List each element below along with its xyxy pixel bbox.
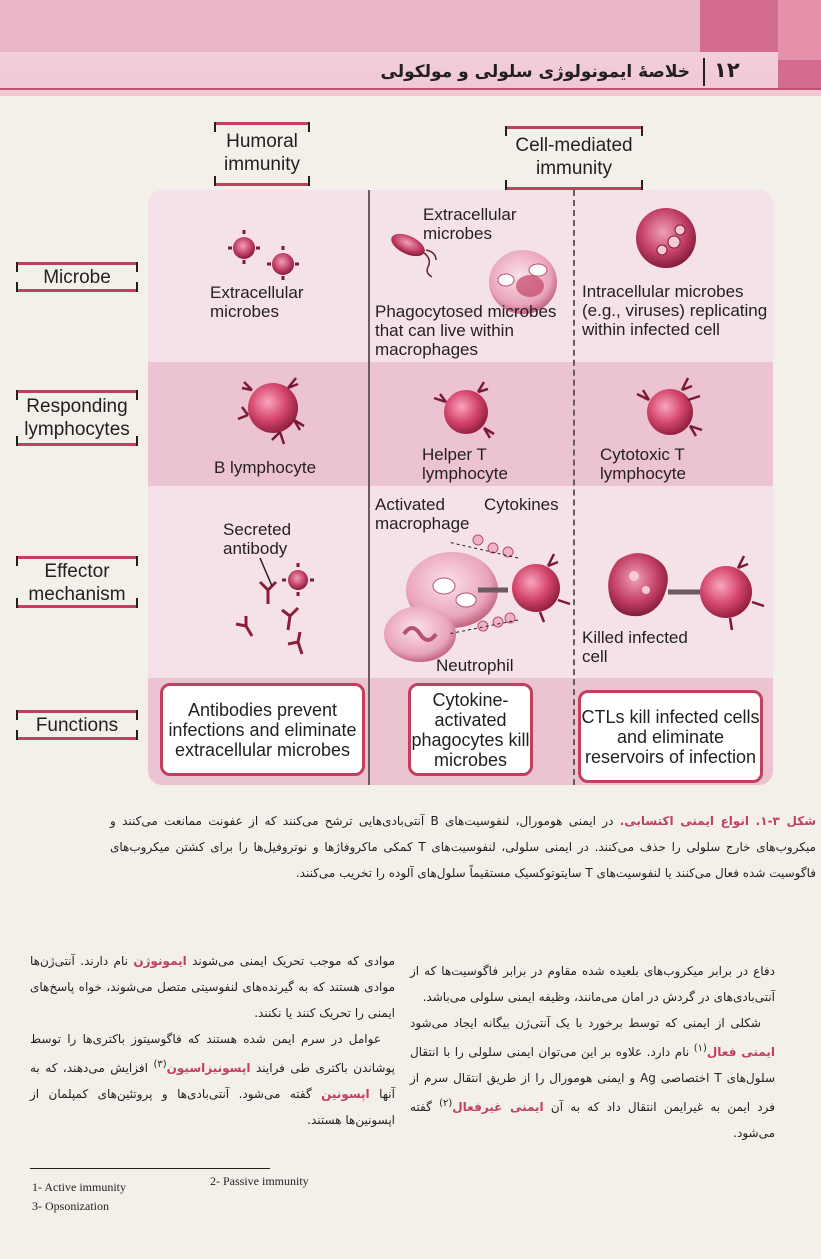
column-header-humoral-text: Humoral immunity — [223, 131, 300, 175]
row-label-functions — [16, 710, 138, 740]
text-run: نام دارد. علاوه بر این می‌توان ایمنی سلولی را با انتقال سلول‌های T اختصاصی Ag و ایمنی هومورال را از طریق انتقال سرم از فرد ایمن به غیرایمن انتقال داد که به آن — [410, 1045, 775, 1114]
row-label-functions-text: Functions — [35, 715, 119, 736]
paragraph — [30, 1026, 395, 1133]
cytotoxic-t-label: Cytotoxic T lymphocyte — [600, 445, 686, 483]
header-rule — [0, 88, 821, 90]
hum-microbe-label: Extracellular microbes — [210, 283, 304, 321]
text-run: گفته می‌شود. آنتی‌بادی‌ها و پروتئین‌های کمپلمان از اپسونین‌ها هستند. — [30, 1087, 395, 1127]
function-box-ctl: CTLs kill infected cells and eliminate reservoirs of infection — [578, 690, 763, 783]
text-run: افزایش می‌دهند، که به آنها — [30, 1061, 395, 1101]
footnote-3: 3- Opsonization — [32, 1199, 109, 1213]
term-active-immunity: ایمنی فعال — [706, 1045, 775, 1059]
text-run: موادی که موجب تحریک ایمنی می‌شوند — [192, 954, 395, 968]
term-opsonin: اپسونین — [321, 1087, 370, 1101]
function-box-humoral: Antibodies prevent infections and eliminate extracellular microbes — [160, 683, 365, 776]
column-header-cell-mediated — [505, 126, 643, 190]
b-lymphocyte-icon — [238, 378, 304, 444]
header-stripe — [0, 0, 700, 52]
secreted-antibody-label: Secreted antibody — [223, 520, 292, 558]
killed-cell-icon — [608, 553, 668, 616]
b-lymphocyte-label: B lymphocyte — [214, 458, 317, 477]
cytotoxic-t-cell-icon — [637, 378, 702, 436]
caption-text: در ایمنی هومورال، لنفوسیت‌های B آنتی‌بادی‌هایی ترشح می‌کنند که از عفونت ممانعت می‌کنند و میکروب‌های خارج سلولی را حذف می‌کنند. در ایمنی سلولی، لنفوسیت‌های T کمکی ماکروفاژها و نوتروفیل‌ها را برای کشتن میکروب‌های فاگوسیت شده فعال می‌کنند یا لنفوسیت‌های T سایتوتوکسیک مستقیماً سلول‌های آلوده را تخریب می‌کنند. — [110, 814, 816, 880]
footnote-ref: (۳) — [153, 1059, 167, 1070]
footnote-ref: (۱) — [693, 1043, 707, 1054]
term-opsonization: اپسونیزاسیون — [166, 1061, 251, 1075]
column-header-humoral — [214, 122, 310, 186]
diagram-panel — [148, 190, 773, 785]
helper-t-cell-icon — [512, 554, 570, 622]
row-label-effector-text: Effector mechanism — [28, 561, 126, 605]
cytotoxic-t-cell-icon — [668, 556, 764, 630]
paragraph — [410, 1010, 775, 1146]
figure-caption — [110, 808, 816, 886]
footnote-rule — [30, 1168, 270, 1169]
caption-label: شکل ۳-۱. انواع ایمنی اکتسابی. — [619, 814, 816, 828]
extracellular-microbe-icon — [228, 230, 299, 280]
term-passive-immunity: ایمنی غیرفعال — [452, 1100, 544, 1114]
antibody-icon — [236, 582, 302, 654]
paragraph — [30, 948, 395, 1026]
activated-macrophage-label: Activated macrophage — [375, 495, 470, 533]
helper-t-cell-icon — [434, 382, 494, 438]
header-tab — [778, 60, 821, 90]
text-run: شکلی از ایمنی که توسط برخورد با یک آنتی‌ژن بیگانه ایجاد می‌شود — [410, 1016, 761, 1030]
cytokines-label: Cytokines — [484, 495, 559, 514]
header-separator — [703, 58, 705, 86]
row-label-microbe-text: Microbe — [43, 267, 111, 288]
paragraph: دفاع در برابر میکروب‌های بلعیده شده مقاوم در برابر فاگوسیت‌ها که از آنتی‌بادی‌های در گردش در امان می‌مانند، وظیفه ایمنی سلولی می‌باشد. — [410, 964, 775, 1004]
text-run: نام دارند. آنتی‌ژن‌ها موادی هستند که به گیرنده‌های لنفوسیتی متصل می‌شوند، خواه پاسخ‌های ایمنی را تحریک کنند یا نکنند. — [30, 954, 395, 1020]
page-number: ۱۲ — [714, 58, 740, 82]
body-column-left — [30, 948, 395, 1133]
cm-extracellular-label: Extracellular microbes — [423, 205, 517, 243]
footnote-1: 1- Active immunity — [32, 1180, 126, 1194]
infected-cell-icon — [636, 208, 696, 268]
row-label-effector — [16, 556, 138, 608]
chapter-title: خلاصهٔ ایمونولوژی سلولی و مولکولی — [380, 62, 690, 82]
column-header-cell-mediated-text: Cell-mediated immunity — [515, 135, 633, 179]
body-column-right — [410, 958, 775, 1146]
footnote-ref: (۲) — [439, 1098, 453, 1109]
killed-cell-label: Killed infected cell — [582, 628, 688, 666]
row-label-responding-text: Responding lymphocytes — [24, 396, 130, 440]
neutrophil-icon — [384, 606, 456, 662]
text-run: گفته می‌شود. — [410, 1100, 775, 1140]
row-label-responding — [16, 390, 138, 446]
term-immunogen: ایمونوژن — [133, 954, 187, 968]
cm-phagocytosed-label: Phagocytosed microbes that can live within macrophages — [375, 302, 557, 359]
text-run: عوامل در سرم ایمن شده هستند که فاگوسیتوز باکتری‌ها را توسط پوشاندن باکتری طی فرایند — [30, 1032, 395, 1075]
neutrophil-label: Neutrophil — [436, 656, 514, 675]
footnote-2: 2- Passive immunity — [210, 1174, 309, 1188]
row-label-microbe — [16, 262, 138, 292]
helper-t-label: Helper T lymphocyte — [422, 445, 508, 483]
header-tab — [778, 0, 821, 60]
function-box-cytokine: Cytokine-activated phagocytes kill microbes — [408, 683, 533, 776]
cm-intracellular-label: Intracellular microbes (e.g., viruses) replicating within infected cell — [582, 282, 768, 339]
header-tab — [700, 0, 778, 52]
